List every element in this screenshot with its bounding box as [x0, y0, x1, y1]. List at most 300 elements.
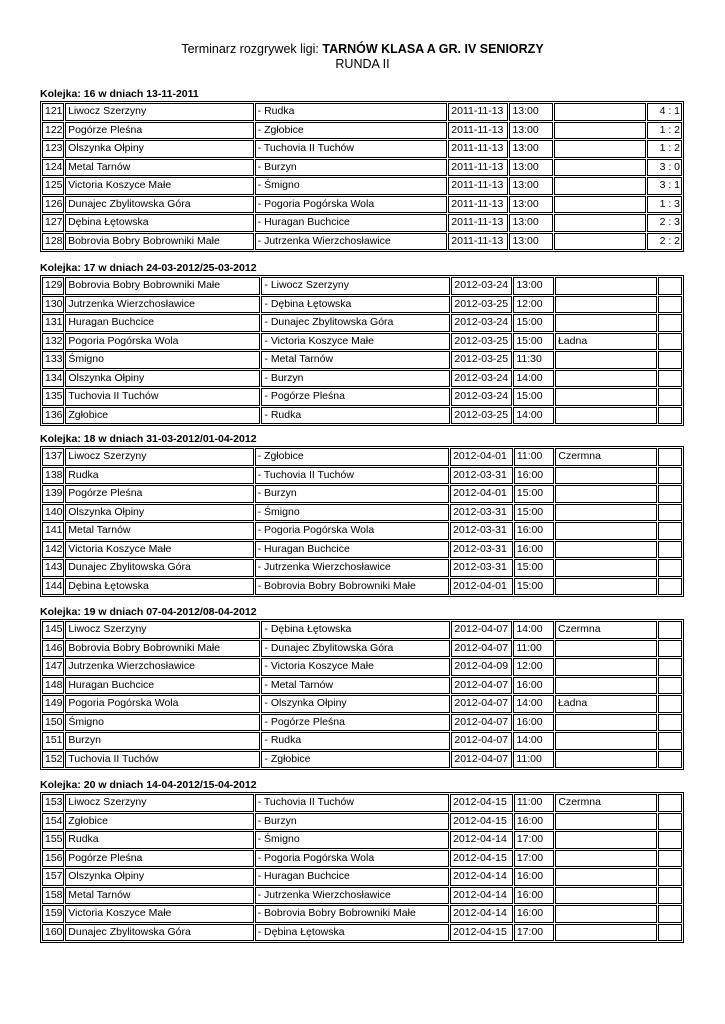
match-number: 147	[42, 658, 64, 676]
match-number: 158	[42, 887, 64, 905]
fixture-row	[42, 333, 682, 351]
match-venue	[554, 233, 646, 251]
match-result: 3 : 0	[647, 159, 682, 177]
match-date: 2012-04-07	[451, 677, 512, 695]
away-team: - Jutrzenka Wierzchosławice	[255, 233, 448, 251]
match-number: 155	[42, 831, 64, 849]
away-team: - Pogoria Pogórska Wola	[255, 850, 449, 868]
match-date: 2012-04-09	[451, 658, 512, 676]
fixtures-table	[40, 275, 684, 426]
match-date: 2011-11-13	[448, 159, 508, 177]
match-venue	[555, 677, 657, 695]
match-result: 1 : 2	[647, 140, 682, 158]
home-team: Pogórze Pleśna	[65, 485, 253, 503]
match-venue: Czermna	[555, 794, 656, 812]
match-date: 2012-03-31	[450, 522, 513, 540]
round-header: Kolejka: 20 w dniach 14-04-2012/15-04-2012	[40, 779, 257, 791]
match-venue	[555, 559, 656, 577]
match-result: 3 : 1	[647, 177, 682, 195]
away-team: - Dębina Łętowska	[261, 621, 450, 639]
match-time: 11:00	[513, 640, 554, 658]
match-result	[658, 621, 682, 639]
match-result	[658, 578, 682, 596]
match-time: 14:00	[513, 621, 554, 639]
match-result: 4 : 1	[647, 103, 682, 121]
match-date: 2011-11-13	[448, 140, 508, 158]
round-subtitle: RUNDA II	[335, 57, 390, 71]
away-team: - Olszynka Ołpiny	[261, 695, 450, 713]
match-time: 14:00	[513, 695, 554, 713]
match-venue	[555, 314, 657, 332]
fixture-row	[42, 296, 682, 314]
match-number: 128	[42, 233, 64, 251]
away-team: - Dunajec Zbylitowska Góra	[261, 314, 450, 332]
fixture-row	[42, 485, 682, 503]
match-date: 2012-04-07	[451, 751, 512, 769]
match-result	[658, 448, 682, 466]
match-venue	[554, 214, 646, 232]
match-date: 2012-04-14	[450, 887, 513, 905]
match-date: 2012-03-31	[450, 504, 513, 522]
match-time: 15:00	[513, 314, 554, 332]
fixture-row	[42, 370, 682, 388]
match-number: 121	[42, 103, 64, 121]
match-time: 16:00	[514, 887, 555, 905]
home-team: Dunajec Zbylitowska Góra	[65, 559, 253, 577]
home-team: Metal Tarnów	[65, 159, 254, 177]
match-date: 2012-03-31	[450, 559, 513, 577]
match-number: 151	[42, 732, 64, 750]
away-team: - Liwocz Szerzyny	[261, 277, 450, 295]
match-result	[658, 732, 682, 750]
match-venue	[554, 140, 646, 158]
match-venue	[555, 578, 656, 596]
league-name: TARNÓW KLASA A GR. IV SENIORZY	[322, 42, 544, 56]
match-venue	[555, 714, 657, 732]
match-venue	[555, 658, 657, 676]
fixture-row	[42, 850, 682, 868]
fixture-row	[42, 140, 682, 158]
match-date: 2012-03-24	[451, 370, 512, 388]
fixture-row	[42, 794, 682, 812]
match-date: 2012-04-07	[451, 640, 512, 658]
match-date: 2012-04-15	[450, 813, 513, 831]
away-team: - Zgłobice	[255, 122, 448, 140]
match-number: 157	[42, 868, 64, 886]
match-time: 13:00	[513, 277, 554, 295]
home-team: Pogórze Pleśna	[65, 122, 254, 140]
home-team: Bobrovia Bobry Bobrowniki Małe	[65, 277, 260, 295]
away-team: - Tuchovia II Tuchów	[255, 140, 448, 158]
match-number: 156	[42, 850, 64, 868]
home-team: Pogoria Pogórska Wola	[65, 333, 260, 351]
match-time: 16:00	[514, 541, 555, 559]
match-time: 13:00	[509, 177, 552, 195]
match-venue	[555, 485, 656, 503]
match-date: 2012-03-31	[450, 467, 513, 485]
home-team: Dunajec Zbylitowska Góra	[65, 924, 253, 942]
match-date: 2011-11-13	[448, 214, 508, 232]
match-result	[658, 559, 682, 577]
away-team: - Huragan Buchcice	[255, 214, 448, 232]
match-result	[658, 905, 682, 923]
away-team: - Dębina Łętowska	[261, 296, 450, 314]
home-team: Jutrzenka Wierzchosławice	[65, 658, 260, 676]
away-team: - Burzyn	[255, 485, 449, 503]
match-number: 137	[42, 448, 64, 466]
match-time: 11:00	[514, 448, 555, 466]
fixtures-table	[40, 101, 684, 252]
home-team: Huragan Buchcice	[65, 314, 260, 332]
match-venue	[554, 177, 646, 195]
match-venue	[555, 732, 657, 750]
match-number: 144	[42, 578, 64, 596]
home-team: Huragan Buchcice	[65, 677, 260, 695]
fixture-row	[42, 559, 682, 577]
match-number: 152	[42, 751, 64, 769]
home-team: Pogórze Pleśna	[65, 850, 253, 868]
match-result	[658, 751, 682, 769]
match-venue	[555, 467, 656, 485]
fixture-row	[42, 905, 682, 923]
home-team: Zgłobice	[65, 407, 260, 425]
home-team: Liwocz Szerzyny	[65, 794, 253, 812]
fixture-row	[42, 351, 682, 369]
away-team: - Victoria Koszyce Małe	[261, 658, 450, 676]
match-time: 14:00	[513, 407, 554, 425]
away-team: - Rudka	[261, 732, 450, 750]
match-date: 2012-04-07	[451, 714, 512, 732]
fixture-row	[42, 388, 682, 406]
match-result	[658, 924, 682, 942]
away-team: - Pogoria Pogórska Wola	[255, 522, 449, 540]
away-team: - Burzyn	[255, 813, 449, 831]
match-result	[658, 333, 682, 351]
match-time: 17:00	[514, 831, 555, 849]
match-time: 11:30	[513, 351, 554, 369]
match-date: 2012-04-14	[450, 905, 513, 923]
match-date: 2012-04-15	[450, 924, 513, 942]
match-date: 2011-11-13	[448, 103, 508, 121]
away-team: - Bobrovia Bobry Bobrowniki Małe	[255, 905, 449, 923]
fixture-row	[42, 578, 682, 596]
home-team: Metal Tarnów	[65, 887, 253, 905]
home-team: Olszynka Ołpiny	[65, 370, 260, 388]
fixture-row	[42, 177, 682, 195]
match-result	[658, 485, 682, 503]
match-result	[658, 658, 682, 676]
match-date: 2012-04-15	[450, 850, 513, 868]
match-date: 2012-03-25	[451, 296, 512, 314]
match-date: 2012-04-01	[450, 448, 513, 466]
match-date: 2011-11-13	[448, 196, 508, 214]
fixture-row	[42, 887, 682, 905]
away-team: - Pogoria Pogórska Wola	[255, 196, 448, 214]
home-team: Śmigno	[65, 714, 260, 732]
home-team: Rudka	[65, 831, 253, 849]
away-team: - Tuchovia II Tuchów	[255, 467, 449, 485]
match-time: 16:00	[514, 813, 555, 831]
match-venue	[555, 296, 657, 314]
match-result	[658, 831, 682, 849]
away-team: - Pogórze Pleśna	[261, 714, 450, 732]
match-result	[658, 388, 682, 406]
round-section	[40, 87, 686, 252]
match-result	[658, 677, 682, 695]
match-time: 13:00	[509, 103, 552, 121]
home-team: Victoria Koszyce Małe	[65, 541, 253, 559]
home-team: Bobrovia Bobry Bobrowniki Małe	[65, 640, 260, 658]
match-number: 130	[42, 296, 64, 314]
match-time: 15:00	[513, 388, 554, 406]
home-team: Dunajec Zbylitowska Góra	[65, 196, 254, 214]
away-team: - Zgłobice	[255, 448, 449, 466]
match-time: 11:00	[514, 794, 555, 812]
match-result	[658, 504, 682, 522]
home-team: Zgłobice	[65, 813, 253, 831]
match-venue	[555, 850, 656, 868]
away-team: - Zgłobice	[261, 751, 450, 769]
match-result: 1 : 3	[647, 196, 682, 214]
match-date: 2012-03-24	[451, 388, 512, 406]
match-number: 146	[42, 640, 64, 658]
fixture-row	[42, 868, 682, 886]
away-team: - Huragan Buchcice	[255, 868, 449, 886]
match-venue	[555, 388, 657, 406]
home-team: Burzyn	[65, 732, 260, 750]
match-date: 2012-04-01	[450, 578, 513, 596]
match-venue: Czermna	[555, 448, 656, 466]
match-time: 13:00	[509, 159, 552, 177]
round-header: Kolejka: 19 w dniach 07-04-2012/08-04-2012	[40, 606, 257, 618]
home-team: Pogoria Pogórska Wola	[65, 695, 260, 713]
home-team: Tuchovia II Tuchów	[65, 751, 260, 769]
fixture-row	[42, 677, 682, 695]
match-number: 153	[42, 794, 64, 812]
home-team: Liwocz Szerzyny	[65, 621, 260, 639]
match-time: 17:00	[514, 924, 555, 942]
round-header: Kolejka: 18 w dniach 31-03-2012/01-04-2012	[40, 433, 257, 445]
match-date: 2012-04-15	[450, 794, 513, 812]
away-team: - Burzyn	[255, 159, 448, 177]
match-number: 145	[42, 621, 64, 639]
match-number: 154	[42, 813, 64, 831]
fixture-row	[42, 214, 682, 232]
match-time: 14:00	[513, 370, 554, 388]
home-team: Dębina Łętowska	[65, 214, 254, 232]
match-time: 15:00	[514, 559, 555, 577]
match-number: 129	[42, 277, 64, 295]
home-team: Śmigno	[65, 351, 260, 369]
match-number: 142	[42, 541, 64, 559]
fixture-row	[42, 407, 682, 425]
match-time: 15:00	[514, 485, 555, 503]
match-result	[658, 541, 682, 559]
match-time: 16:00	[514, 868, 555, 886]
fixture-row	[42, 159, 682, 177]
match-result	[658, 296, 682, 314]
match-date: 2012-03-25	[451, 407, 512, 425]
fixtures-table	[40, 792, 684, 943]
home-team: Dębina Łętowska	[65, 578, 253, 596]
match-result: 2 : 3	[647, 214, 682, 232]
match-result	[658, 277, 682, 295]
fixture-row	[42, 233, 682, 251]
title-line	[0, 42, 725, 57]
away-team: - Pogórze Pleśna	[261, 388, 450, 406]
match-venue: Ładna	[555, 333, 657, 351]
fixture-row	[42, 695, 682, 713]
home-team: Olszynka Ołpiny	[65, 868, 253, 886]
match-number: 126	[42, 196, 64, 214]
away-team: - Metal Tarnów	[261, 351, 450, 369]
title-prefix: Terminarz rozgrywek ligi:	[181, 42, 319, 56]
fixture-row	[42, 467, 682, 485]
match-number: 135	[42, 388, 64, 406]
match-time: 16:00	[514, 905, 555, 923]
match-venue	[554, 159, 646, 177]
home-team: Liwocz Szerzyny	[65, 448, 253, 466]
match-venue: Ładna	[555, 695, 657, 713]
match-time: 14:00	[513, 732, 554, 750]
fixture-row	[42, 924, 682, 942]
home-team: Victoria Koszyce Małe	[65, 905, 253, 923]
match-number: 127	[42, 214, 64, 232]
away-team: - Dębina Łętowska	[255, 924, 449, 942]
match-time: 17:00	[514, 850, 555, 868]
fixture-row	[42, 196, 682, 214]
home-team: Rudka	[65, 467, 253, 485]
round-section	[40, 261, 686, 426]
fixture-row	[42, 658, 682, 676]
match-result: 1 : 2	[647, 122, 682, 140]
match-venue	[555, 522, 656, 540]
match-time: 11:00	[513, 751, 554, 769]
match-venue	[555, 813, 656, 831]
away-team: - Śmigno	[255, 177, 448, 195]
page-title	[0, 42, 725, 72]
fixture-row	[42, 122, 682, 140]
round-section	[40, 778, 686, 943]
fixture-row	[42, 621, 682, 639]
round-header: Kolejka: 16 w dniach 13-11-2011	[40, 88, 199, 100]
away-team: - Rudka	[261, 407, 450, 425]
fixture-row	[42, 277, 682, 295]
match-number: 148	[42, 677, 64, 695]
match-result	[658, 695, 682, 713]
fixture-row	[42, 522, 682, 540]
match-venue	[555, 407, 657, 425]
away-team: - Metal Tarnów	[261, 677, 450, 695]
match-venue	[555, 924, 656, 942]
match-venue	[555, 541, 656, 559]
match-number: 136	[42, 407, 64, 425]
fixture-row	[42, 732, 682, 750]
match-date: 2012-03-31	[450, 541, 513, 559]
match-result	[658, 887, 682, 905]
home-team: Tuchovia II Tuchów	[65, 388, 260, 406]
fixture-row	[42, 504, 682, 522]
match-venue: Czermna	[555, 621, 657, 639]
match-venue	[555, 887, 656, 905]
away-team: - Śmigno	[255, 831, 449, 849]
match-number: 132	[42, 333, 64, 351]
match-result	[658, 794, 682, 812]
fixture-row	[42, 751, 682, 769]
match-number: 125	[42, 177, 64, 195]
fixture-row	[42, 314, 682, 332]
fixture-row	[42, 541, 682, 559]
match-number: 160	[42, 924, 64, 942]
match-number: 124	[42, 159, 64, 177]
match-venue	[555, 905, 656, 923]
match-venue	[555, 370, 657, 388]
match-number: 123	[42, 140, 64, 158]
match-time: 16:00	[514, 522, 555, 540]
match-time: 12:00	[513, 658, 554, 676]
match-venue	[555, 640, 657, 658]
match-time: 16:00	[513, 714, 554, 732]
fixtures-table	[40, 446, 684, 597]
match-number: 122	[42, 122, 64, 140]
match-result	[658, 314, 682, 332]
match-result	[658, 522, 682, 540]
home-team: Liwocz Szerzyny	[65, 103, 254, 121]
match-date: 2011-11-13	[448, 122, 508, 140]
away-team: - Rudka	[255, 103, 448, 121]
match-date: 2012-03-25	[451, 351, 512, 369]
match-time: 13:00	[509, 122, 552, 140]
home-team: Metal Tarnów	[65, 522, 253, 540]
match-time: 15:00	[514, 578, 555, 596]
away-team: - Śmigno	[255, 504, 449, 522]
match-time: 13:00	[509, 214, 552, 232]
fixture-row	[42, 640, 682, 658]
match-number: 159	[42, 905, 64, 923]
match-result	[658, 850, 682, 868]
fixture-row	[42, 714, 682, 732]
match-number: 149	[42, 695, 64, 713]
match-number: 139	[42, 485, 64, 503]
match-time: 12:00	[513, 296, 554, 314]
home-team: Bobrovia Bobry Bobrowniki Małe	[65, 233, 254, 251]
home-team: Jutrzenka Wierzchosławice	[65, 296, 260, 314]
fixture-row	[42, 103, 682, 121]
away-team: - Huragan Buchcice	[255, 541, 449, 559]
round-section	[40, 605, 686, 770]
match-date: 2012-04-14	[450, 868, 513, 886]
match-date: 2012-03-24	[451, 314, 512, 332]
away-team: - Jutrzenka Wierzchosławice	[255, 887, 449, 905]
match-date: 2011-11-13	[448, 233, 508, 251]
match-venue	[554, 103, 646, 121]
match-date: 2012-04-01	[450, 485, 513, 503]
match-result	[658, 351, 682, 369]
match-date: 2011-11-13	[448, 177, 508, 195]
match-time: 16:00	[513, 677, 554, 695]
match-result	[658, 714, 682, 732]
match-result	[658, 467, 682, 485]
match-date: 2012-04-07	[451, 621, 512, 639]
match-number: 134	[42, 370, 64, 388]
home-team: Olszynka Ołpiny	[65, 504, 253, 522]
match-date: 2012-04-07	[451, 695, 512, 713]
match-venue	[554, 122, 646, 140]
match-venue	[555, 277, 657, 295]
match-result	[658, 640, 682, 658]
match-number: 131	[42, 314, 64, 332]
match-time: 15:00	[514, 504, 555, 522]
